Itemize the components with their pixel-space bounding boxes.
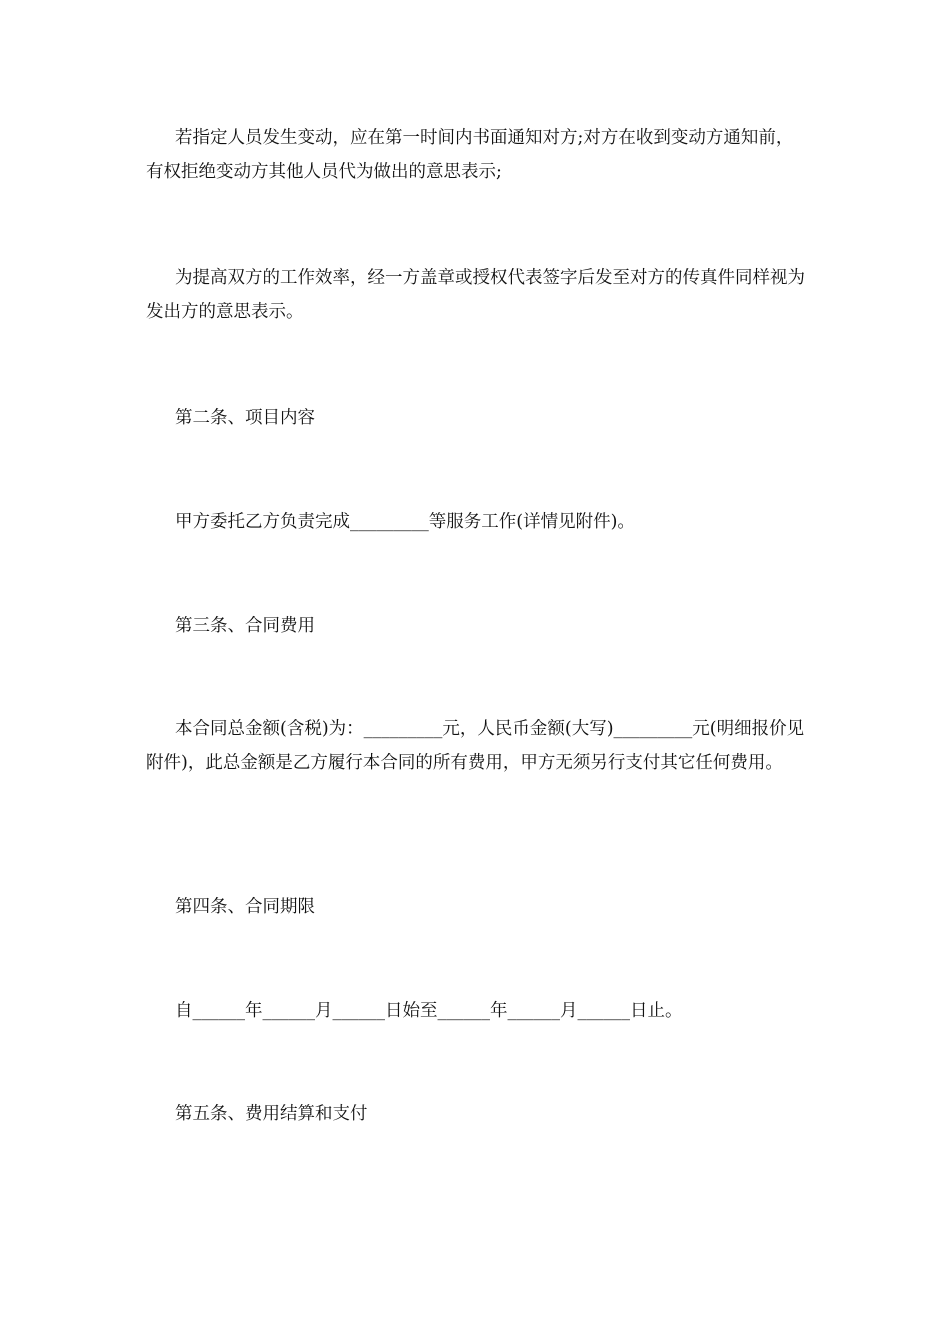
heading-article-3: 第三条、合同费用 (175, 616, 315, 636)
paragraph-project-content: 甲方委托乙方负责完成_________等服务工作(详情见附件)。 (175, 512, 635, 532)
paragraph-fax-validity: 为提高双方的工作效率，经一方盖章或授权代表签字后发至对方的传真件同样视为发出方的意思表示。 (146, 268, 805, 322)
paragraph-contract-fee: 本合同总金额(含税)为：_________元，人民币金额(大写)_________元(明细报价见附件)，此总金额是乙方履行本合同的所有费用，甲方无须另行支付其它任何费用。 (146, 719, 805, 773)
paragraph-personnel-change: 若指定人员发生变动，应在第一时间内书面通知对方;对方在收到变动方通知前，有权拒绝变动方其他人员代为做出的意思表示; (146, 128, 794, 182)
paragraph-contract-term: 自______年______月______日始至______年______月______日止。 (175, 1001, 683, 1021)
heading-article-4: 第四条、合同期限 (175, 897, 315, 917)
heading-article-2: 第二条、项目内容 (175, 408, 315, 428)
heading-article-5: 第五条、费用结算和支付 (175, 1104, 368, 1124)
